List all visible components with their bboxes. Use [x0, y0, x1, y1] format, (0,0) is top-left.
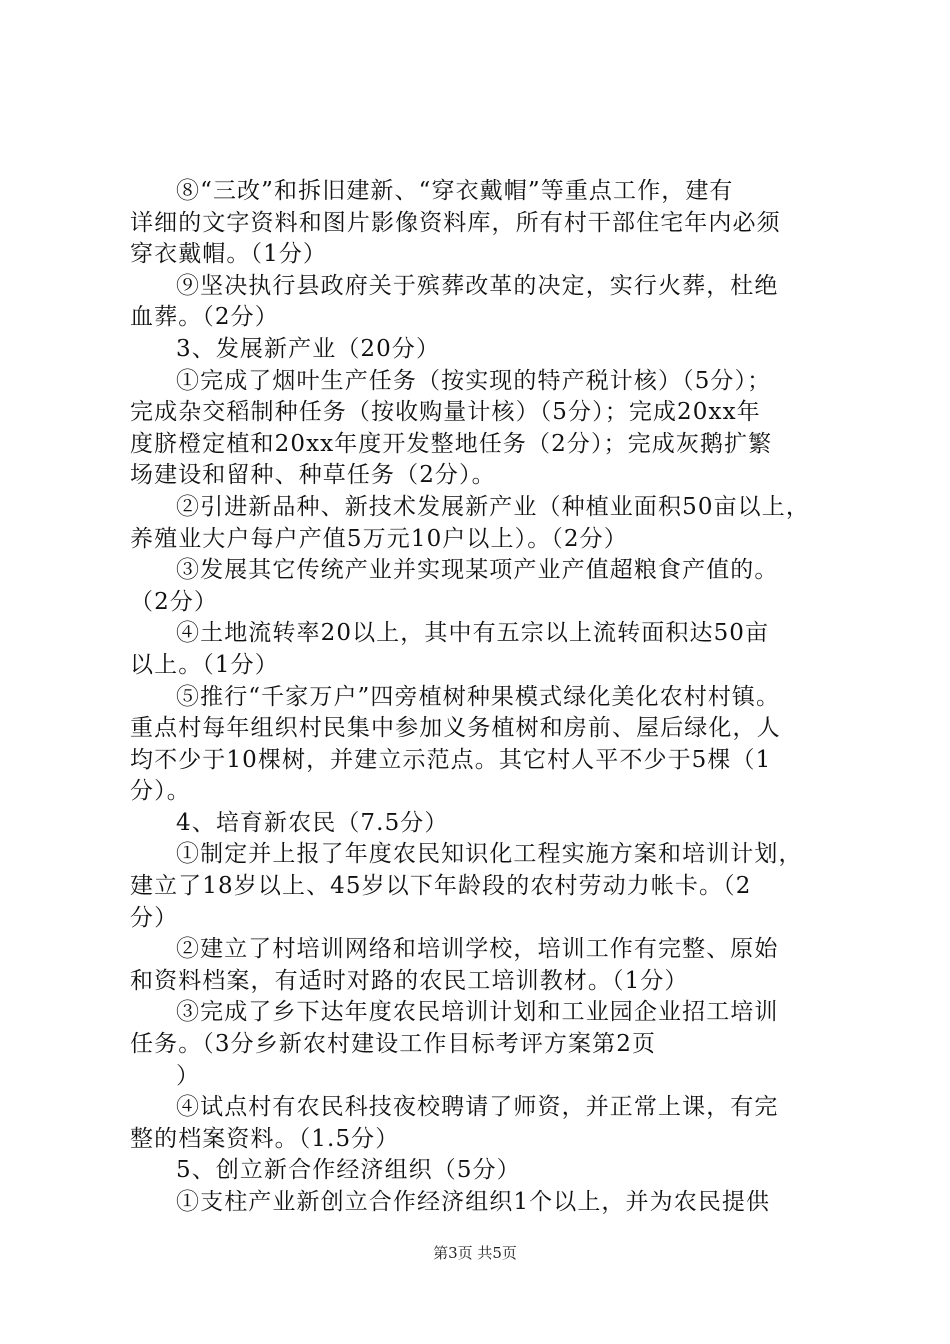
text-line: 任务。（3分乡新农村建设工作目标考评方案第2页	[130, 1031, 657, 1058]
section-heading: 4、培育新农民（7.5分）	[176, 809, 449, 836]
document-body	[130, 176, 830, 1219]
text-line: （2分）	[130, 588, 219, 615]
text-line: 分）。	[130, 778, 191, 805]
section-heading: 3、发展新产业（20分）	[176, 335, 441, 362]
text-line: ）	[176, 1062, 201, 1089]
page-indicator: 第3页 共5页	[433, 1244, 517, 1262]
page-footer	[0, 1243, 950, 1263]
text-line: 均不少于10棵树，并建立示范点。其它村人平不少于5棵（1	[130, 746, 772, 773]
text-line: 分）	[130, 904, 179, 931]
text-line: 整的档案资料。（1.5分）	[130, 1125, 400, 1152]
text-line: ③完成了乡下达年度农民培训计划和工业园企业招工培训	[176, 999, 779, 1026]
text-line: ②建立了村培训网络和培训学校，培训工作有完整、原始	[176, 936, 779, 963]
text-line: 血葬。（2分）	[130, 304, 279, 331]
text-line: 场建设和留种、种草任务（2分）。	[130, 462, 496, 489]
text-line: ④土地流转率20以上，其中有五宗以上流转面积达50亩	[176, 620, 770, 647]
text-line: ③发展其它传统产业并实现某项产业产值超粮食产值的。	[176, 557, 779, 584]
text-line: ②引进新品种、新技术发展新产业（种植业面积50亩以上，	[176, 493, 810, 520]
text-line: ④试点村有农民科技夜校聘请了师资，并正常上课，有完	[176, 1094, 779, 1121]
text-line: ①完成了烟叶生产任务（按实现的特产税计核）（5分）；	[176, 367, 772, 394]
text-line: ①支柱产业新创立合作经济组织1个以上，并为农民提供	[176, 1189, 771, 1215]
text-line: 和资料档案，有适时对路的农民工培训教材。（1分）	[130, 967, 689, 994]
section-heading: 5、创立新合作经济组织（5分）	[176, 1157, 521, 1184]
text-line: 以上。（1分）	[130, 651, 279, 678]
text-line: ⑨坚决执行县政府关于殡葬改革的决定，实行火葬，杜绝	[176, 272, 779, 299]
text-line: 详细的文字资料和图片影像资料库，所有村干部住宅年内必须	[130, 209, 781, 236]
text-line: 穿衣戴帽。（1分）	[130, 241, 328, 268]
text-line: ⑧“三改”和拆旧建新、“穿衣戴帽”等重点工作，建有	[176, 178, 734, 204]
text-line: 养殖业大户每户产值5万元10户以上）。（2分）	[130, 525, 628, 552]
text-line: ①制定并上报了年度农民知识化工程实施方案和培训计划，	[176, 841, 803, 868]
text-line: 重点村每年组织村民集中参加义务植树和房前、屋后绿化，人	[130, 715, 781, 742]
text-line: 完成杂交稻制种任务（按收购量计核）（5分）；完成20xx年	[130, 399, 761, 426]
text-line: 度脐橙定植和20xx年度开发整地任务（2分）；完成灰鹅扩繁	[130, 430, 773, 457]
text-line: ⑤推行“千家万户”四旁植树种果模式绿化美化农村村镇。	[176, 683, 781, 710]
text-line: 建立了18岁以上、45岁以下年龄段的农村劳动力帐卡。（2	[130, 873, 752, 900]
